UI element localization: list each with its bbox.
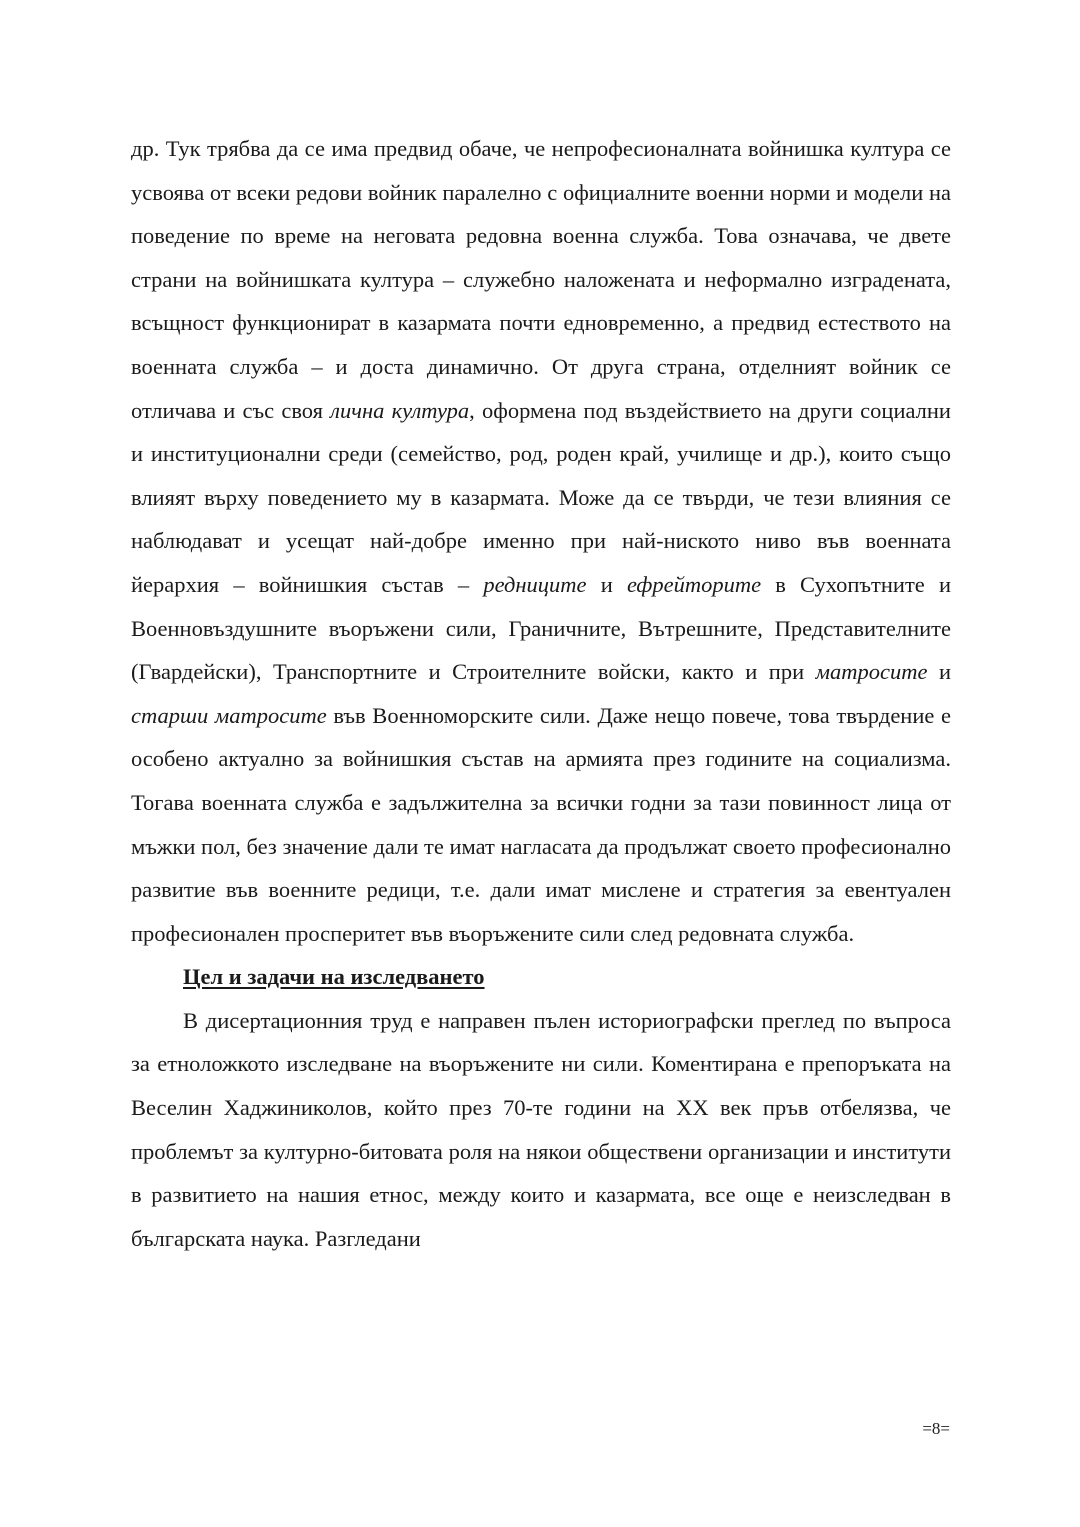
italic-term-privates: редниците [483, 571, 587, 597]
italic-term-sailors: матросите [815, 659, 928, 685]
body-paragraph-1 [131, 127, 951, 955]
body-paragraph-2: В дисертационния труд е направен пълен историографски преглед по въпроса за етноложкото изследване на въоръжените ни сили. Коментирана е препоръката на Веселин Хаджиниколов, който през 70-те години на XX век пръв отбелязва, че проблемът за културно-битовата роля на някои обществени организации и институти в развитието на нашия етнос, между които и казармата, все още е неизследван в българската наука. Разгледани [131, 1007, 951, 1251]
paragraph-1-text-5: и [927, 659, 951, 685]
paragraph-1-text-4: в Сухопътните и Военновъздушните въоръжени сили, Граничните, Вътрешните, Представителните (Гвардейски), Транспортните и Строителните войски, както и при [131, 571, 951, 685]
page-number: =8= [922, 1419, 950, 1438]
paragraph-1-text-2: , оформена под въздействието на други социални и институционални среди (семейство, род, роден край, училище и др.), които също влияят върху поведението му в казармата. Може да се твърди, че тези влияния се наблюдават и усещат най-добре именно при най-ниското ниво във военната йерархия – войнишкия състав – [131, 397, 951, 597]
paragraph-1-text-6: във Военноморските сили. Даже нещо повече, това твърдение е особено актуално за войнишкия състав на армията през годините на социализма. Тогава военната служба е задължителна за всички годни за тази повинност лица от мъжки пол, без значение дали те имат нагласата да продължат своето професионално развитие във военните редици, т.е. дали имат мислене и стратегия за евентуален професионален просперитет във въоръжените сили след редовната служба. [131, 702, 951, 946]
italic-term-personal-culture: лична култура [330, 397, 470, 423]
italic-term-senior-sailors: старши матросите [131, 702, 327, 728]
document-page [131, 127, 951, 1260]
italic-term-corporals: ефрейторите [626, 571, 762, 597]
paragraph-1-text-1: др. Тук трябва да се има предвид обаче, че непрофесионалната войнишка култура се усвоява от всеки редови войник паралелно с официалните военни норми и модели на поведение по време на неговата редовна военна служба. Това означава, че двете страни на войнишката култура – служебно наложената и неформално изградената, всъщност функционират в казармата почти едновременно, а предвид естеството на военната служба – и доста динамично. От друга страна, отделният войник се отличава и със своя [131, 136, 951, 423]
paragraph-1-text-3: и [586, 571, 627, 597]
section-heading: Цел и задачи на изследването [183, 964, 485, 990]
